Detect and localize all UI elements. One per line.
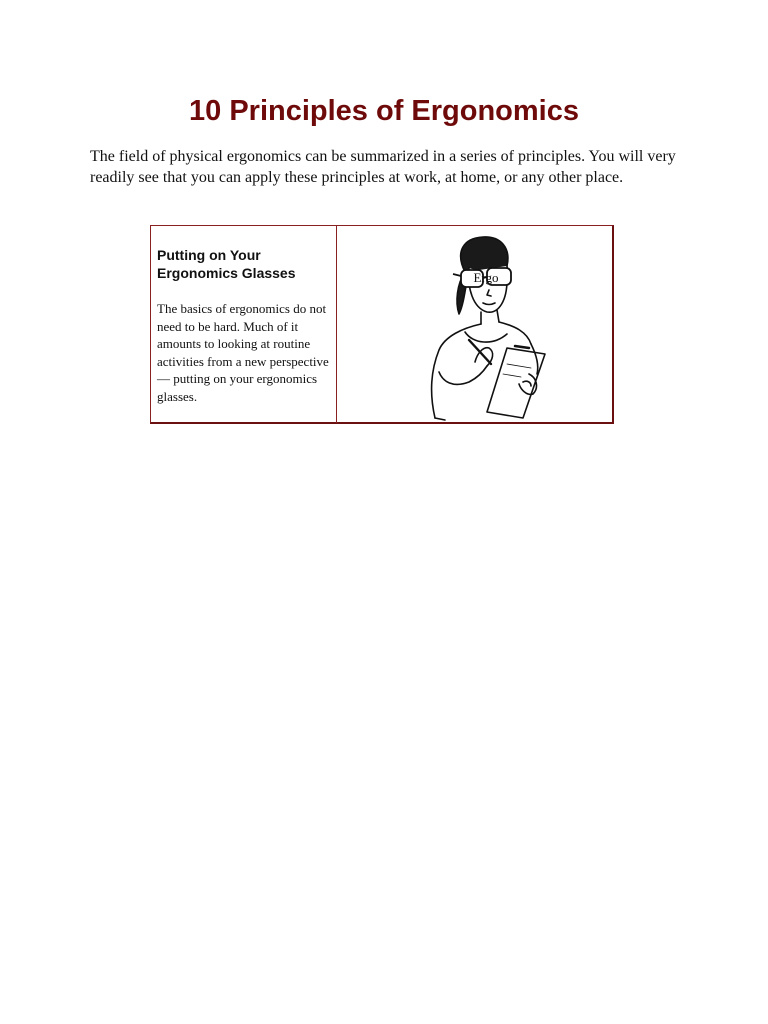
page-title: 10 Principles of Ergonomics — [189, 95, 579, 127]
glasses-label: Ergo — [473, 270, 499, 285]
callout-heading: Putting on Your Ergonomics Glasses — [157, 247, 296, 281]
callout-text-cell — [157, 246, 333, 405]
callout-box — [150, 225, 614, 424]
callout-body: The basics of ergonomics do not need to be hard. Much of it amounts to looking at routine activities from a new perspective — putting on your ergonomics glasses. — [157, 301, 329, 404]
intro-paragraph: The field of physical ergonomics can be summarized in a series of principles. You will very readily see that you can apply these principles at work, at home, or any other place. — [90, 148, 676, 186]
callout-divider — [336, 226, 337, 423]
woman-with-ergo-glasses-illustration — [403, 232, 553, 422]
